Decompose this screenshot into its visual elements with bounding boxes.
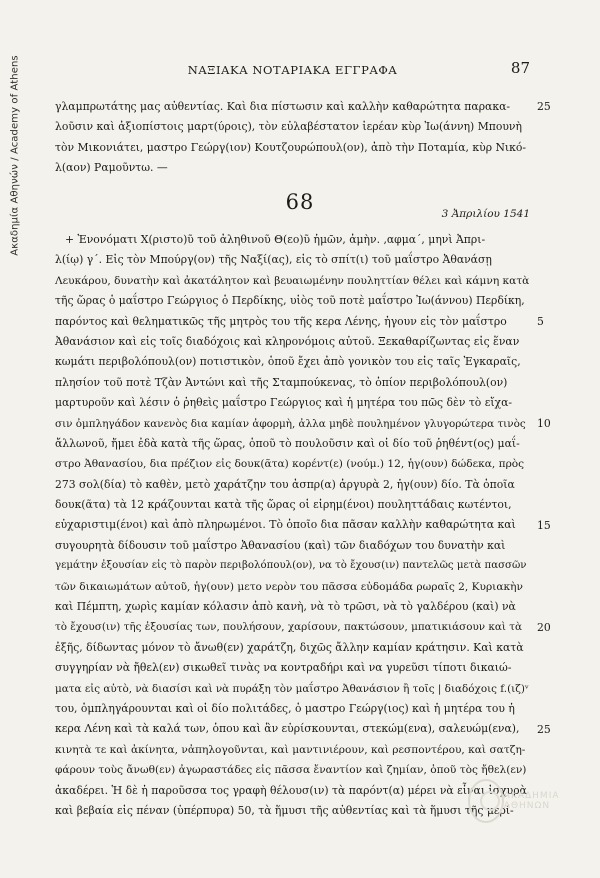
text-line: μαρτυροῦν καὶ λέσιν ὁ ῥηθεὶς μαΐστρο Γεώργιος καὶ ἡ μητέρα του πῶς δὲν τὸ εἴχα- xyxy=(55,396,513,410)
text-line: κωμάτι περιβολόπουλ(ον) ποτιστικὸν, ὁποῦ ἔχει ἀπὸ γονικὸν του εἰς ταῖς Ἐγκαραῖς, xyxy=(55,355,521,369)
text-line: ἐξῆς, δίδωντας μόνον τὸ ἄνωθ(εν) χαράτζη, διχῶς ἄλλην καμίαν κράτησιν. Καὶ κατὰ xyxy=(55,640,524,654)
text-line: ἄλλωνοῦ, ἤμει ἐδὰ κατὰ τῆς ὥρας, ὁποῦ τὸ πουλοῦσιν καὶ οἱ δίο τοῦ ῥηθέντ(ος) μαΐ- xyxy=(55,436,520,450)
text-line: στρο Ἀθανασίου, δια πρέζιον εἰς δουκ(ᾶτα) κορέντ(ε) (νούμ.) 12, ἡγ(ουν) δώδεκα, πρὸς xyxy=(55,458,525,471)
side-watermark xyxy=(2,40,28,270)
text-line: λοῦσιν καὶ ἀξιοπίστοις μαρτ(ύροις), τὸν εὐλαβέστατον ἱερέαν κὺρ Ἰω(άννη) Μπουνὴ xyxy=(55,120,522,134)
text-line: συγγηρίαν νὰ ἤθελ(εν) σικωθεῖ τινὰς να κοντραδήρι καὶ να γυρεῦσι τίποτι δικαιώ- xyxy=(55,661,512,675)
text-line: καὶ Πέμπτη, χωρὶς καμίαν κόλασιν ἀπὸ κανὴ, νὰ τὸ τρῶσι, νὰ τὸ γαλδέρου (καὶ) νὰ xyxy=(55,600,516,614)
text-line: Ἀθανάσιον καὶ εἰς τοῖς διαδόχοις καὶ κληρονόμοις αὐτοῦ. Ξεκαθαρίζωντας εἰς ἕναν xyxy=(55,334,520,348)
top-paragraph xyxy=(55,97,551,179)
text-line: Λευκάρου, δυνατὴν καὶ ἀκατάλητον καὶ βευαιωμένην πουληττίαν θέλει καὶ κάμνη κατὰ xyxy=(55,274,530,287)
document-date: 3 Ἀπριλίου 1541 xyxy=(441,208,530,220)
line-number: 10 xyxy=(537,416,551,430)
text-line: δουκ(ᾶτα) τὰ 12 κράζουνται κατὰ τῆς ὥρας οἱ εἰρημ(ένοι) πουληττάδαις κωτέντοι, xyxy=(55,498,512,512)
line-number: 15 xyxy=(537,518,551,532)
text-line: συγουρητὰ δίδουσιν τοῦ μαΐστρο Ἀθανασίου (καὶ) τῶν διαδόχων του δυνατὴν καὶ xyxy=(55,538,506,552)
page-header xyxy=(55,57,530,77)
text-line: παρόντος καὶ θεληματικῶς τῆς μητρὸς του τῆς κερα Λένης, ἡγουν εἰς τὸν μαΐστρο xyxy=(55,314,507,328)
text-line: τῶν δικαιωμάτων αὐτοῦ, ἡγ(ουν) μετο νερὸν του πᾶσσα εὐδομάδα ρωραῖς 2, Κυριακὴν xyxy=(55,580,523,593)
line-number: 5 xyxy=(537,314,544,328)
text-line: του, ὁμπληγάρουνται καὶ οἱ δίο πολιτάδες, ὁ μαστρο Γεώργ(ιος) καὶ ἡ μητέρα του ἡ xyxy=(55,701,515,715)
text-line: πλησίον τοῦ ποτὲ Τζὰν Ἀντώνι καὶ τῆς Σταμπούκενας, τὸ ὁπίον περιβολόπουλ(ον) xyxy=(55,375,508,389)
text-line: κινητὰ τε καὶ ἀκίνητα, νἀπηλογοῦνται, καὶ μαντινιέρουν, καὶ ρεσποντέρου, καὶ σατζη- xyxy=(55,743,526,756)
running-title: ΝΑΞΙΑΚΑ ΝΟΤΑΡΙΑΚΑ ΕΓΓΡΑΦΑ xyxy=(187,63,398,77)
text-line: εὐχαριστιμ(ένοι) καὶ ἀπὸ πληρωμένοι. Τὸ ὁποῖο δια πᾶσαν καλλὴν καθαρώτητα καὶ xyxy=(55,518,516,532)
text-line: γλαμπρωτάτης μας αὐθεντίας. Καὶ δια πίστωσιν καὶ καλλὴν καθαρώτητα παρακα- xyxy=(55,100,511,113)
text-line: σιν ὀμπληγάδον κανενὸς δια καμίαν ἀφορμὴ, ἀλλα μηδὲ πουλημένον γλυγορώτερα τινὸς xyxy=(55,417,526,430)
text-line: + Ἐνονόματι Χ(ριστο)ῦ τοῦ ἀληθινοῦ Θ(εο)ῦ ἡμῶν, ἀμὴν. ,αφμα΄, μηνὶ Ἀπρι- xyxy=(65,233,486,246)
line-number: 25 xyxy=(537,100,551,113)
text-line: κερα Λένη καὶ τὰ καλά των, ὁπου καὶ ἂν εὑρίσκουνται, στεκώμ(ενα), σαλευώμ(ενα), xyxy=(55,722,520,736)
text-line: τὸ ἔχουσ(ιν) τῆς ἐξουσίας των, πουλήσουν, χαρίσουν, πακτώσουν, μπατικιάσουν καὶ τὰ xyxy=(55,621,523,634)
text-line: ματα εἰς αὐτὸ, νὰ διασίσι καὶ νὰ πυράξη τὸν μαΐστρο Ἀθανάσιον ἢ τοῖς | διαδόχοις f.(ιζ)ᵛ xyxy=(55,682,529,695)
text-line: ἀκαδέρει. Ἡ δὲ ἡ παροῦσσα τος γραφὴ θέλουσ(ιν) τὰ παρόντ(α) μέρει νὰ εἶναι ἰσχυρὰ xyxy=(55,783,527,797)
line-number: 25 xyxy=(537,722,551,736)
document-number: 68 xyxy=(285,190,315,214)
bottom-watermark xyxy=(468,773,588,829)
page-number: 87 xyxy=(510,59,530,77)
text-line: λ(ίῳ) γ΄. Εἰς τὸν Μπούργ(ον) τῆς Ναξί(ας), εἰς τὸ σπίτ(ι) τοῦ μαΐστρο Ἀθανάσῃ xyxy=(55,253,492,267)
text-line: 273 σολ(δία) τὸ καθὲν, μετὸ χαράτζην του ἀσπρ(α) ἀργυρὰ 2, ἡγ(ουν) δίο. Τὰ ὁποῖα xyxy=(55,477,515,491)
text-line: γεμάτην ἐξουσίαν εἰς τὸ παρὸν περιβολόπουλ(ον), να τὸ ἔχουσ(ιν) παντελῶς μετὰ πασσῶν xyxy=(55,560,527,572)
text-line: φάρουν τοὺς ἄνωθ(εν) ἀγωραστάδες εἰς πᾶσσα ἔναντίον καὶ ζημίαν, ὁποῦ τὸς ἤθελ(εν) xyxy=(55,764,527,777)
bottom-watermark-text: ΑΚΑΔΗΜΙΑ ΑΘΗΝΩΝ xyxy=(503,791,560,811)
academy-seal-icon xyxy=(468,779,504,823)
text-line: τῆς ὥρας ὁ μαΐστρο Γεώργιος ὁ Περδίκης, υἱὸς τοῦ ποτὲ μαΐστρο Ἰω(άννου) Περδίκη, xyxy=(55,294,525,308)
line-number: 20 xyxy=(537,620,551,634)
text-line: λ(αον) Ραμοῦντω. — xyxy=(55,161,168,175)
text-line: καὶ βεβαία εἰς πέναν (ὑπέρπυρα) 50, τὰ ἥμυσι τῆς αὐθεντίας καὶ τὰ ἥμυσι τῆς μερί- xyxy=(55,803,514,817)
side-watermark-text: Ακαδημία Αθηνών / Academy of Athens xyxy=(9,54,21,256)
text-line: τὸν Μικονιάτει, μαστρο Γεώργ(ιον) Κουτζουρώπουλ(ον), ἀπὸ τὴν Ποταμία, κὺρ Νικό- xyxy=(55,140,527,154)
